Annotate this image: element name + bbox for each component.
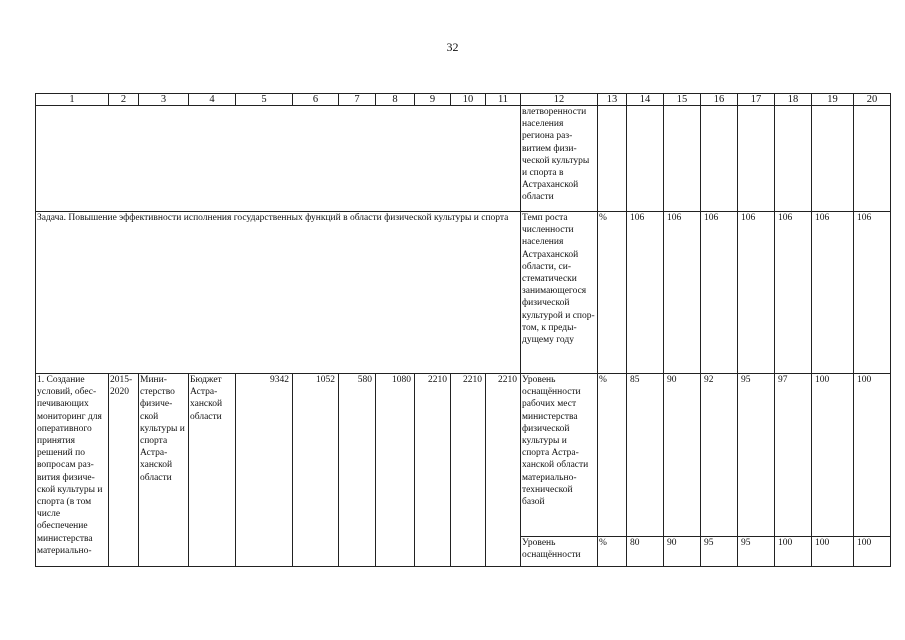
table-row xyxy=(36,374,891,537)
source-cell: Бюджет Астраханской области xyxy=(189,374,236,567)
value-cell: 106 xyxy=(775,212,812,374)
total-cell: 9342 xyxy=(236,374,293,567)
col-header: 14 xyxy=(627,94,664,106)
indicator-cell: Уровень оснащённости xyxy=(521,537,598,567)
value-cell: 85 xyxy=(627,374,664,537)
unit-cell: % xyxy=(598,537,627,567)
col-header: 7 xyxy=(339,94,376,106)
value-cell: 106 xyxy=(664,212,701,374)
col-header: 12 xyxy=(521,94,598,106)
value-cell: 97 xyxy=(775,374,812,537)
col-header: 13 xyxy=(598,94,627,106)
year-value-cell: 2210 xyxy=(451,374,486,567)
unit-cell: % xyxy=(598,212,627,374)
indicator-cell: Уровень оснащённости рабочих мест министерства физической культуры и спорта Астраханской области материально-технической базой xyxy=(521,374,598,537)
value-cell: 100 xyxy=(812,374,854,537)
executor-cell: Министерство физической культуры и спорта Астраханской области xyxy=(139,374,189,567)
page-number: 32 xyxy=(446,40,459,54)
value-cell: 106 xyxy=(738,212,775,374)
value-cell: 106 xyxy=(701,212,738,374)
period-cell: 2015-2020 xyxy=(109,374,139,567)
col-header: 11 xyxy=(486,94,521,106)
col-header: 4 xyxy=(189,94,236,106)
value-cell: 106 xyxy=(812,212,854,374)
value-cell: 106 xyxy=(627,212,664,374)
empty-cell xyxy=(36,106,521,212)
value-cell: 100 xyxy=(812,537,854,567)
year-value-cell: 2210 xyxy=(415,374,451,567)
table-row xyxy=(36,212,891,374)
table-row xyxy=(36,106,891,212)
col-header: 6 xyxy=(293,94,339,106)
value-cell: 100 xyxy=(854,374,891,537)
col-header: 1 xyxy=(36,94,109,106)
value-cell: 95 xyxy=(738,537,775,567)
year-value-cell: 1052 xyxy=(293,374,339,567)
value-cell: 95 xyxy=(738,374,775,537)
col-header: 17 xyxy=(738,94,775,106)
year-value-cell: 580 xyxy=(339,374,376,567)
col-header: 9 xyxy=(415,94,451,106)
col-header: 18 xyxy=(775,94,812,106)
col-header: 5 xyxy=(236,94,293,106)
measure-cell: 1. Создание условий, обеспечивающих мониторинг для оперативного принятия решений по вопросам развития физической культуры и спорта (в том числе обеспечение министерства материально- xyxy=(36,374,109,567)
program-table xyxy=(35,93,891,567)
indicator-cell: влетворенности населения региона развитием физической культуры и спорта в Астраханской области xyxy=(521,106,598,212)
col-header: 19 xyxy=(812,94,854,106)
value-cell: 90 xyxy=(664,374,701,537)
col-header: 8 xyxy=(376,94,415,106)
col-header: 15 xyxy=(664,94,701,106)
col-header: 16 xyxy=(701,94,738,106)
value-cell: 92 xyxy=(701,374,738,537)
year-value-cell: 1080 xyxy=(376,374,415,567)
indicator-cell: Темп роста численности населения Астраханской области, систематически занимающегося физической культурой и спортом, к предыдущему году xyxy=(521,212,598,374)
col-header: 3 xyxy=(139,94,189,106)
col-header: 20 xyxy=(854,94,891,106)
value-cell: 106 xyxy=(854,212,891,374)
column-number-row xyxy=(36,94,891,106)
value-cell: 100 xyxy=(775,537,812,567)
col-header: 10 xyxy=(451,94,486,106)
year-value-cell: 2210 xyxy=(486,374,521,567)
value-cell: 90 xyxy=(664,537,701,567)
value-cell: 100 xyxy=(854,537,891,567)
task-cell: Задача. Повышение эффективности исполнения государственных функций в области физической культуры и спорта xyxy=(36,212,521,374)
value-cell: 95 xyxy=(701,537,738,567)
value-cell: 80 xyxy=(627,537,664,567)
unit-cell: % xyxy=(598,374,627,537)
col-header: 2 xyxy=(109,94,139,106)
